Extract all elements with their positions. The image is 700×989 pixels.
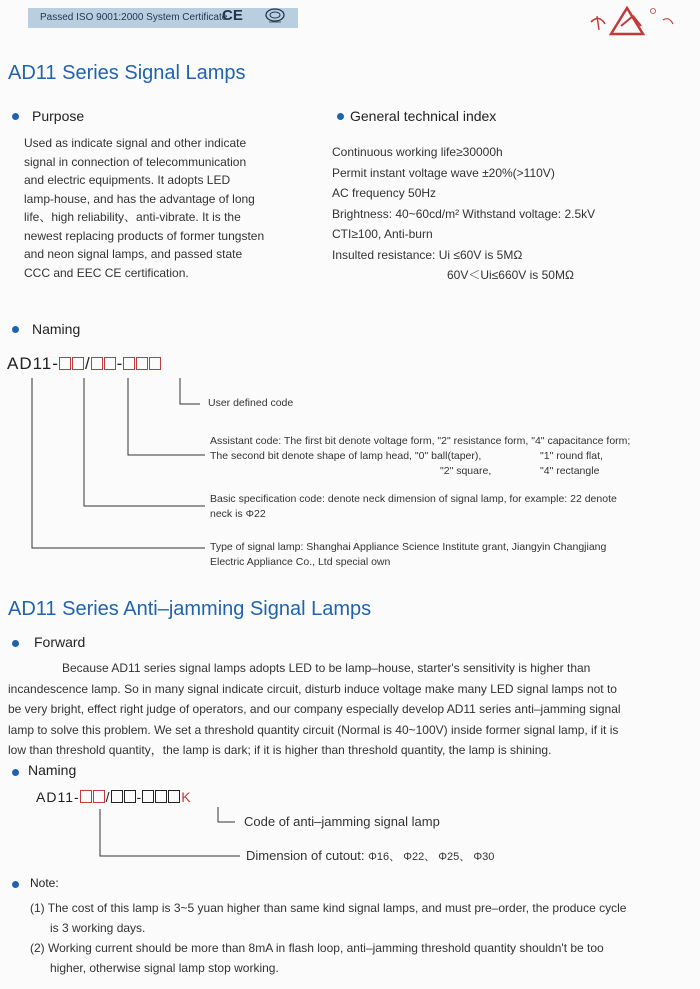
assistant-line: "2" square, <box>440 465 492 477</box>
note-heading: Note: <box>30 876 59 890</box>
assistant-line: "4" rectangle <box>540 465 600 477</box>
anti-jamming-code-label: Code of anti–jamming signal lamp <box>244 814 440 829</box>
purpose-line: signal in connection of telecommunication <box>24 154 247 169</box>
purpose-line: and electric equipments. It adopts LED <box>24 173 231 187</box>
naming2-code <box>36 789 192 805</box>
forward-line: low than threshold quantity，the lamp is dark; if it is higher than threshold quantity, the lamp is shining. <box>8 743 552 757</box>
dimension-title: Dimension of cutout: <box>246 848 365 863</box>
assistant-line: The second bit denote shape of lamp head, "0" ball(taper), <box>210 450 482 462</box>
type-line: Electric Appliance Co., Ltd special own <box>210 556 391 568</box>
type-line: Type of signal lamp: Shanghai Appliance Science Institute grant, Jiangyin Changjiang <box>210 541 607 553</box>
naming-sep: - <box>116 354 124 373</box>
note-line: higher, otherwise signal lamp stop working. <box>50 961 279 975</box>
assistant-line: Assistant code: The first bit denote voltage form, "2" resistance form, "4" capacitance form; <box>210 435 631 447</box>
section2-title: AD11 Series Anti–jamming Signal Lamps <box>8 598 372 620</box>
purpose-line: CCC and EEC CE certification. <box>24 265 189 280</box>
naming2-suffix: K <box>181 789 192 805</box>
dimension-values: Φ16、 Φ22、 Φ25、 Φ30 <box>368 851 495 863</box>
note-text <box>30 898 626 978</box>
naming-heading: Naming <box>32 321 81 337</box>
bullet-icon <box>12 640 19 647</box>
forward-heading: Forward <box>34 634 86 650</box>
naming-sep: / <box>84 354 91 373</box>
technical-line: Continuous working life≥30000h <box>332 145 503 159</box>
technical-line: Insulted resistance: Ui ≤60V is 5MΩ <box>332 247 523 262</box>
technical-line: Permit instant voltage wave ±20%(>110V) <box>332 165 555 180</box>
section1-title: AD11 Series Signal Lamps <box>8 62 246 84</box>
technical-heading: General technical index <box>350 108 497 124</box>
naming2-sep: - <box>136 789 143 805</box>
dimension-label <box>246 848 494 864</box>
bullet-icon <box>12 881 19 888</box>
certificate-text: Passed ISO 9001:2000 System Certificate <box>40 12 228 23</box>
naming2-prefix: AD11- <box>36 789 80 805</box>
purpose-line: and neon signal lamps, and passed state <box>24 247 243 261</box>
note-line: (1) The cost of this lamp is 3~5 yuan higher than same kind signal lamps, and must pre–order, the produce cycle <box>30 901 627 915</box>
note-line: is 3 working days. <box>50 921 146 935</box>
technical-line: 60V＜Ui≤660V is 50MΩ <box>447 268 574 282</box>
purpose-line: Used as indicate signal and other indicate <box>24 136 247 150</box>
technical-line: AC frequency 50Hz <box>332 186 437 200</box>
forward-line: Because AD11 series signal lamps adopts LED to be lamp–house, starter's sensitivity is higher than <box>62 661 591 675</box>
note-line: (2) Working current should be more than 8mA in flash loop, anti–jamming threshold quantity shouldn't be too <box>30 941 604 955</box>
purpose-line: lamp-house, and has the advantage of long <box>24 191 255 206</box>
forward-line: incandescence lamp. So in many signal indicate circuit, disturb induce voltage make many LED signal lamps not to <box>8 681 617 696</box>
purpose-line: life、high reliability、anti-vibrate. It is the <box>24 210 241 224</box>
basic-line: neck is Φ22 <box>210 508 266 520</box>
purpose-heading: Purpose <box>32 108 85 124</box>
naming2-sep: / <box>105 789 111 805</box>
bullet-icon <box>12 769 19 776</box>
basic-line: Basic specification code: denote neck dimension of signal lamp, for example: 22 denote <box>210 493 617 505</box>
forward-line: lamp to solve this problem. We set a threshold quantity circuit (Normal is 40~100V) inside former signal lamp, if it is <box>8 722 619 737</box>
naming-prefix: AD11- <box>7 354 59 373</box>
naming2-heading: Naming <box>28 762 77 778</box>
ce-mark: CE <box>222 7 243 24</box>
forward-line: be very bright, effect right judge of operators, and our company especially develop AD11 series anti–jamming signal <box>8 702 621 716</box>
technical-line: CTI≥100, Anti-burn <box>332 227 433 241</box>
technical-line: Brightness: 40~60cd/m² Withstand voltage: 2.5kV <box>332 206 596 221</box>
forward-text <box>8 658 621 761</box>
user-code-label: User defined code <box>208 397 294 409</box>
assistant-line: "1" round flat, <box>540 450 603 462</box>
purpose-line: newest replacing products of former tungsten <box>24 228 265 243</box>
